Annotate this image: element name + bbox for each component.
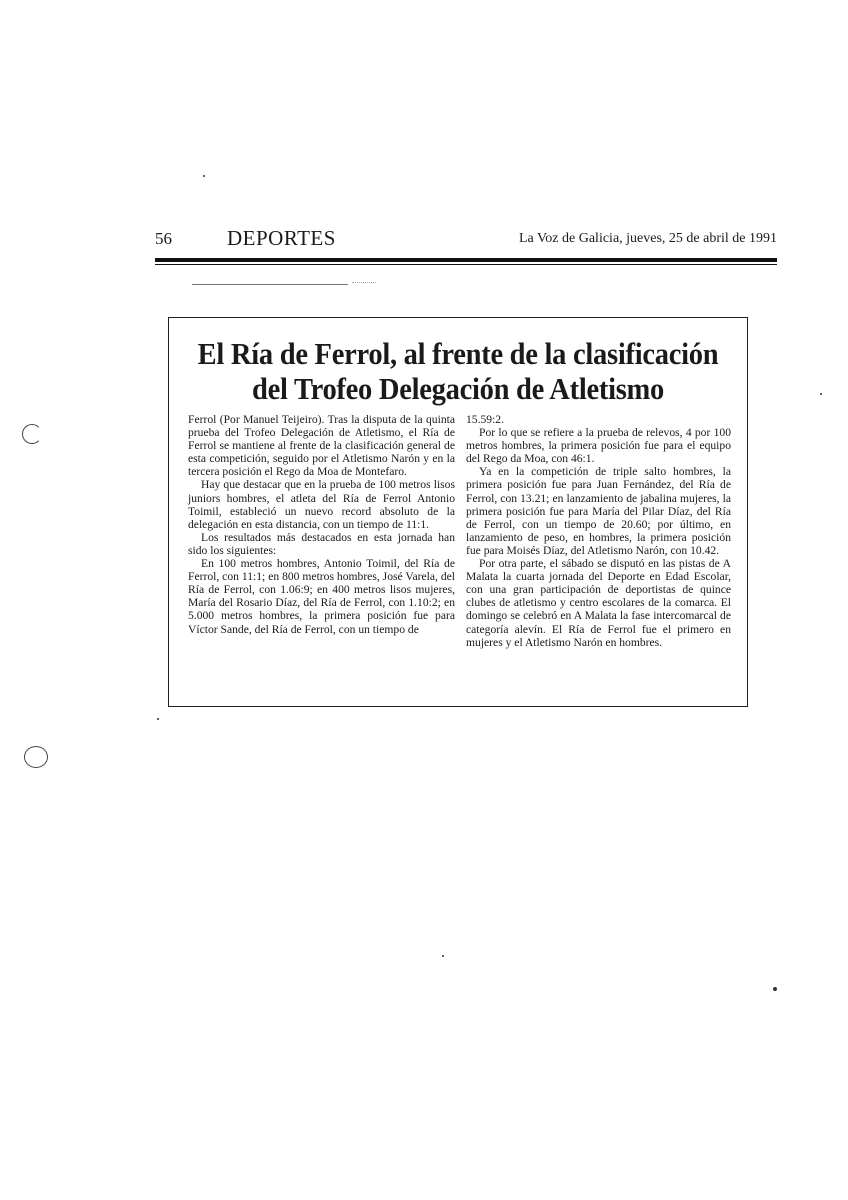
page-header <box>155 226 777 252</box>
article-box <box>168 317 748 707</box>
article-headline <box>192 336 724 406</box>
header-rule-thin <box>155 264 777 265</box>
paragraph: Hay que destacar que en la prueba de 100 metros lisos juniors hombres, el atleta del Ría de Ferrol Antonio Toimil, estableció un nuevo record absoluto de la delegación en esta distancia, con un tiempo de 11:1. <box>188 478 455 531</box>
paragraph: Los resultados más destacados en esta jornada han sido los siguientes: <box>188 530 455 557</box>
scan-speck <box>773 987 777 991</box>
paragraph: Por otra parte, el sábado se disputó en las pistas de A Malata la cuarta jornada del Deporte en Edad Escolar, con una gran participación de deportistas de quince clubes de atletismo y centro escolares de la comarca. El domingo se celebró en A Malata la fase intercomarcal de categoría alevín. El Ría de Ferrol fue el primero en mujeres y el Atletismo Narón en hombres. <box>466 557 731 649</box>
scan-speck <box>820 393 822 395</box>
publication-dateline: La Voz de Galicia, jueves, 25 de abril de 1991 <box>518 231 777 246</box>
scan-speck <box>157 718 159 720</box>
scan-speck <box>203 175 205 177</box>
paragraph: En 100 metros hombres, Antonio Toimil, del Ría de Ferrol, con 11:1; en 800 metros hombres, José Varela, del Ría de Ferrol, con 1.06:9; en 400 metros lisos mujeres, María del Rosario Díaz, del Ría de Ferrol, con 1.10:2; en 5.000 metros hombres, la primera posición fue para Víctor Sande, del Ría de Ferrol, con un tiempo de <box>188 557 455 636</box>
scan-punch-hole-mark <box>22 424 42 444</box>
headline-line-1: El Ría de Ferrol, al frente de la clasificación <box>197 336 719 371</box>
paragraph: Ferrol (Por Manuel Teijeiro). Tras la disputa de la quinta prueba del Trofeo Delegación de Atletismo, el Ría de Ferrol se mantiene al frente de la clasificación general de esta competición, seguido por el Atletismo Narón y en la tercera posición el Rego da Moa de Montefaro. <box>188 413 455 479</box>
section-title: DEPORTES <box>227 226 336 250</box>
scan-speck <box>442 955 444 957</box>
article-column-left <box>188 413 455 636</box>
paragraph: Ya en la competición de triple salto hombres, la primera posición fue para Juan Fernández, del Ría de Ferrol, con 13.21; en lanzamiento de jabalina mujeres, la primera posición fue para María del Pilar Díaz, del Ría de Ferrol, con un tiempo de 20.60; por último, en lanzamiento de peso, en hombres, la primera posición fue para Moisés Díaz, del Atletismo Narón, con 10.42. <box>466 465 731 557</box>
paragraph: 15.59:2. <box>466 413 505 426</box>
paragraph: Por lo que se refiere a la prueba de relevos, 4 por 100 metros hombres, la primera posición fue para el equipo del Rego da Moa, con 46:1. <box>466 426 731 466</box>
page-number: 56 <box>155 229 172 248</box>
header-rule-thick <box>155 258 777 262</box>
article-column-right <box>466 413 731 649</box>
headline-line-2: del Trofeo Delegación de Atletismo <box>251 371 665 406</box>
scan-punch-hole-mark <box>24 746 48 768</box>
dotted-divider <box>352 282 376 285</box>
short-divider <box>192 284 348 285</box>
